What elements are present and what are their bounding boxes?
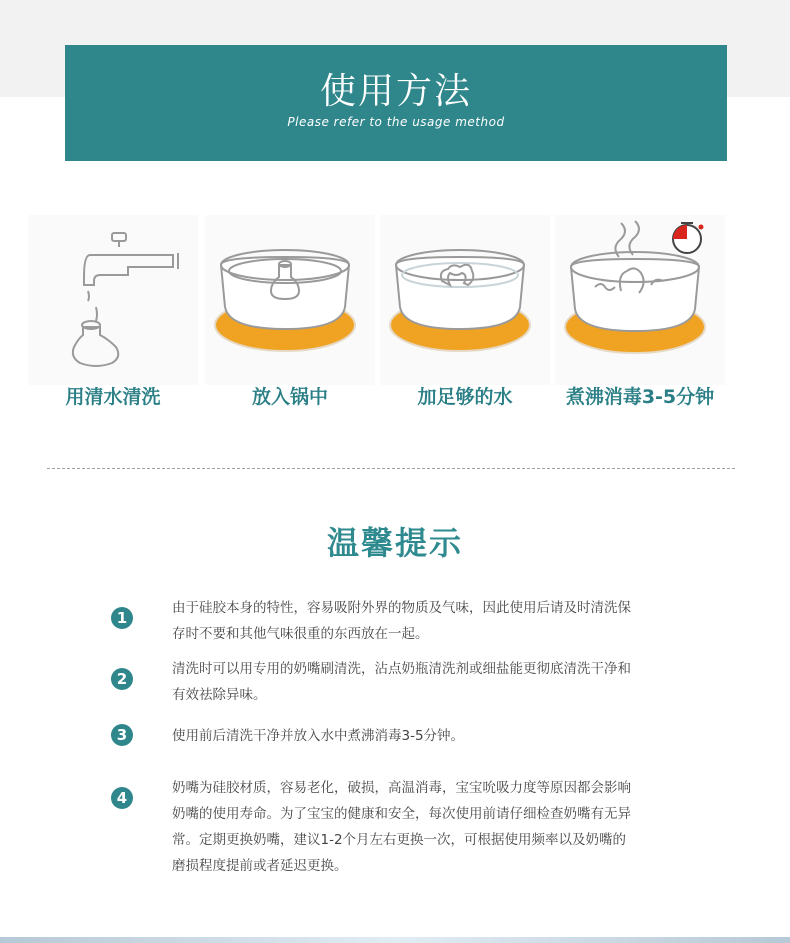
tip-3-text [172, 723, 712, 749]
tip-3-number-badge: 3 [111, 724, 133, 746]
tip-1-number-badge: 1 [111, 607, 133, 629]
step-2-illustration [205, 215, 375, 385]
tip-4-line-1: 奶嘴为硅胶材质，容易老化，破损，高温消毒，宝宝吮吸力度等原因都会影响 [172, 780, 631, 796]
faucet-washing-nipple-icon [28, 215, 198, 385]
step-1-illustration [28, 215, 198, 385]
tip-2-number-badge: 2 [111, 668, 133, 690]
tip-1-line-1: 由于硅胶本身的特性，容易吸附外界的物质及气味，因此使用后请及时清洗保 [172, 600, 631, 616]
step-4-illustration [555, 215, 725, 385]
step-2-label: 放入锅中 [251, 386, 328, 408]
step-3-label: 加足够的水 [417, 386, 513, 408]
tip-1-text [172, 595, 712, 647]
boiling-pot-timer-icon [555, 215, 725, 385]
tip-2-line-2: 有效祛除异味。 [172, 687, 267, 703]
tip-1-line-2: 存时不要和其他气味很重的东西放在一起。 [172, 626, 429, 642]
tip-4-number-badge: 4 [111, 787, 133, 809]
tip-3-line-1: 使用前后清洗干净并放入水中煮沸消毒3-5分钟。 [172, 728, 465, 744]
tips-title: 温馨提示 [326, 524, 463, 562]
tip-4-line-2: 奶嘴的使用寿命。为了宝宝的健康和安全，每次使用前请仔细检查奶嘴有无异 [172, 806, 631, 822]
tip-2-text [172, 656, 712, 708]
tip-2-line-1: 清洗时可以用专用的奶嘴刷清洗，沾点奶瓶清洗剂或细盐能更彻底清洗干净和 [172, 661, 631, 677]
step-3-illustration [380, 215, 550, 385]
usage-title: 使用方法 [319, 71, 472, 112]
tip-4-text [172, 775, 712, 879]
step-4-label: 煮沸消毒3-5分钟 [565, 386, 715, 408]
nipple-in-pot-icon [205, 215, 375, 385]
usage-subtitle: Please refer to the usage method [287, 115, 505, 129]
tip-4-line-4: 磨损程度提前或者延迟更换。 [172, 858, 348, 874]
usage-header-banner [65, 45, 727, 161]
bottom-band [0, 937, 790, 943]
tip-4-line-3: 常。定期更换奶嘴，建议1-2个月左右更换一次，可根据使用频率以及奶嘴的 [172, 832, 627, 848]
step-1-label: 用清水清洗 [65, 386, 161, 408]
section-divider [47, 468, 735, 469]
pot-with-water-icon [380, 215, 550, 385]
